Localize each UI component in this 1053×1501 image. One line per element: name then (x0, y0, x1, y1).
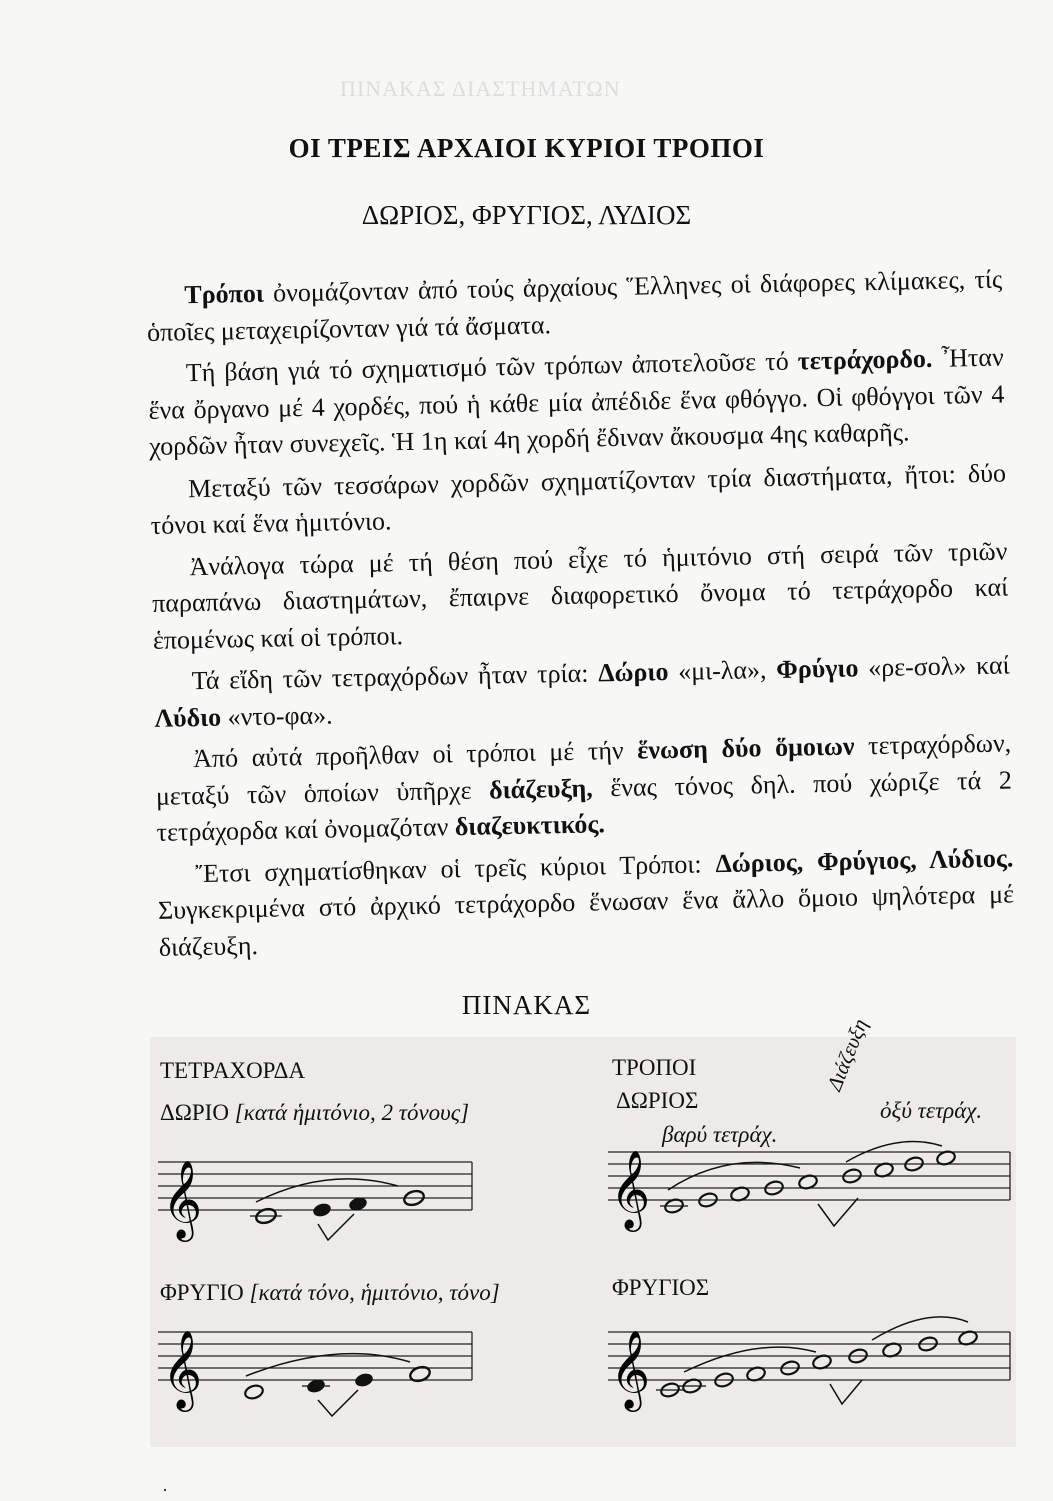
paragraph-3-text: Μεταξύ τῶν τεσσάρων χορδῶν σχηματίζονταν τρία διαστήματα, ἤτοι: δύο τόνοι καί ἕνα ἡμιτόνιο. (150, 458, 1007, 540)
dorio-label (160, 1100, 469, 1126)
paragraph-5-text-3: «ρε-σολ» καί (858, 650, 1010, 683)
frygios-mode-staff (608, 1310, 1018, 1420)
term-diazeuxi: διάζευξη, (488, 773, 594, 805)
bleed-through-text: ΠΙΝΑΚΑΣ ΔΙΑΣΤΗΜΑΤΩΝ (340, 76, 621, 101)
dorios-notes (660, 1150, 956, 1215)
term-lydio: Λύδιο (154, 702, 222, 733)
frygio-desc: [κατά τόνο, ἡμιτόνιο, τόνο] (249, 1280, 500, 1305)
table-title: ΠΙΝΑΚΑΣ (461, 990, 592, 1020)
frygio-label (160, 1280, 500, 1306)
treble-clef-icon: 𝄞 (610, 1150, 651, 1229)
paragraph-2-text-2: Ἦταν ἕνα ὄργανο μέ 4 χορδές, πού ἡ κάθε μία ἀπέδιδε ἕνα φθόγγο. Οἱ φθόγγοι τῶν 4 χορδῶν ἦταν συνεχεῖς. Ἡ 1η καί 4η χορδή ἔδιναν ἄκουσμα 4ης καθαρῆς. (148, 342, 1005, 461)
frygios-notes (656, 1330, 978, 1399)
frygio-notes (244, 1365, 432, 1401)
high-tetrachord-label: ὀξύ τετράχ. (880, 1098, 983, 1123)
dorios-mode-staff (608, 1130, 1018, 1240)
term-tropoi: Τρόποι (184, 278, 265, 310)
term-enosi: ἕνωση δύο ὅμοιων (636, 731, 855, 765)
col-header-tetrachords: ΤΕΤΡΑΧΟΡΔΑ (160, 1058, 306, 1083)
paragraph-3 (150, 455, 1007, 544)
low-tetrachord-label: βαρύ τετράχ. (662, 1122, 778, 1147)
term-frygio: Φρύγιο (775, 653, 859, 684)
term-tetrachordo: τετράχορδο. (797, 343, 933, 376)
paragraph-1 (146, 262, 1003, 351)
treble-clef-icon: 𝄞 (610, 1330, 651, 1409)
frygio-name: ΦΡΥΓΙΟ (160, 1280, 244, 1305)
paragraph-5-text-1: Τά εἴδη τῶν τετραχόρδων ἦταν τρία: (191, 658, 599, 696)
page-title: ΟΙ ΤΡΕΙΣ ΑΡΧΑΙΟΙ ΚΥΡΙΟΙ ΤΡΟΠΟΙ (288, 133, 765, 163)
disjunction-label: Διάζευξη (822, 1015, 873, 1094)
paragraph-5 (153, 647, 1010, 736)
page-subtitle: ΔΩΡΙΟΣ, ΦΡΥΓΙΟΣ, ΛΥΔΙΟΣ (361, 200, 692, 230)
term-three-modes: Δώριος, Φρύγιος, Λύδιος. (715, 842, 1014, 878)
paragraph-7-text-1: Ἔτσι σχηματίσθηκαν οἱ τρεῖς κύριοι Τρόποι: (195, 848, 716, 888)
term-diazeuktikos: διαζευκτικός. (454, 809, 606, 842)
treble-clef-icon: 𝄞 (162, 1330, 203, 1409)
paragraph-6-text-2: τετραχόρδων, μεταξύ τῶν ὁποίων ὑπῆρχε (155, 728, 1012, 811)
treble-clef-icon: 𝄞 (162, 1160, 203, 1239)
dorio-notes (250, 1189, 426, 1226)
paragraph-4-text: Ἀνάλογα τώρα μέ τή θέση πού εἶχε τό ἡμιτόνιο στή σειρά τῶν τριῶν παραπάνω διαστημάτων, ἔπαιρνε διαφορετικό ὄνομα τό τετράχορδο καί ἑπομένως καί οἱ τρόποι. (151, 536, 1009, 655)
frygio-tetrachord-staff (158, 1310, 478, 1420)
paragraph-7-text-2: Συγκεκριμένα στό ἀρχικό τετράχορδο ἕνωσαν ἕνα ἄλλο ὅμοιο ψηλότερα μέ διάζευξη. (157, 879, 1015, 962)
dorio-desc: [κατά ἡμιτόνιο, 2 τόνους] (234, 1100, 470, 1125)
dorio-tetrachord-staff (158, 1140, 478, 1250)
col-header-modes: ΤΡΟΠΟΙ (612, 1055, 697, 1080)
dorio-name: ΔΩΡΙΟ (160, 1100, 229, 1125)
paragraph-2 (147, 340, 1005, 466)
paragraph-5-text-2: «μι-λα», (668, 654, 777, 687)
paragraph-2-text-1: Τή βάση γιά τό σχηματισμό τῶν τρόπων ἀποτελοῦσε τό (185, 346, 799, 388)
paragraph-6-text-3: ἕνας τόνος δηλ. πού χώριζε τά 2 τετράχορδα καί ὀνομαζόταν (156, 764, 1013, 847)
paragraph-1-text: ὀνομάζονταν ἀπό τούς ἀρχαίους Ἕλληνες οἱ διάφορες κλίμακες, τίς ὁποῖες μεταχειρίζονταν γιά τά ἄσματα. (146, 264, 1003, 347)
paragraph-6 (155, 725, 1013, 851)
paragraph-6-text-1: Ἀπό αὐτά προῆλθαν οἱ τρόποι μέ τήν (192, 735, 638, 774)
paragraph-7 (157, 840, 1015, 966)
term-dorio: Δώριο (597, 657, 669, 688)
paragraph-4 (151, 533, 1009, 659)
paragraph-5-text-4: «ντο-φα». (220, 700, 333, 732)
body-text (146, 262, 1015, 971)
dorios-name: ΔΩΡΙΟΣ (616, 1088, 699, 1113)
frygios-name: ΦΡΥΓΙΟΣ (612, 1275, 710, 1300)
page-mark: · (162, 1480, 168, 1500)
